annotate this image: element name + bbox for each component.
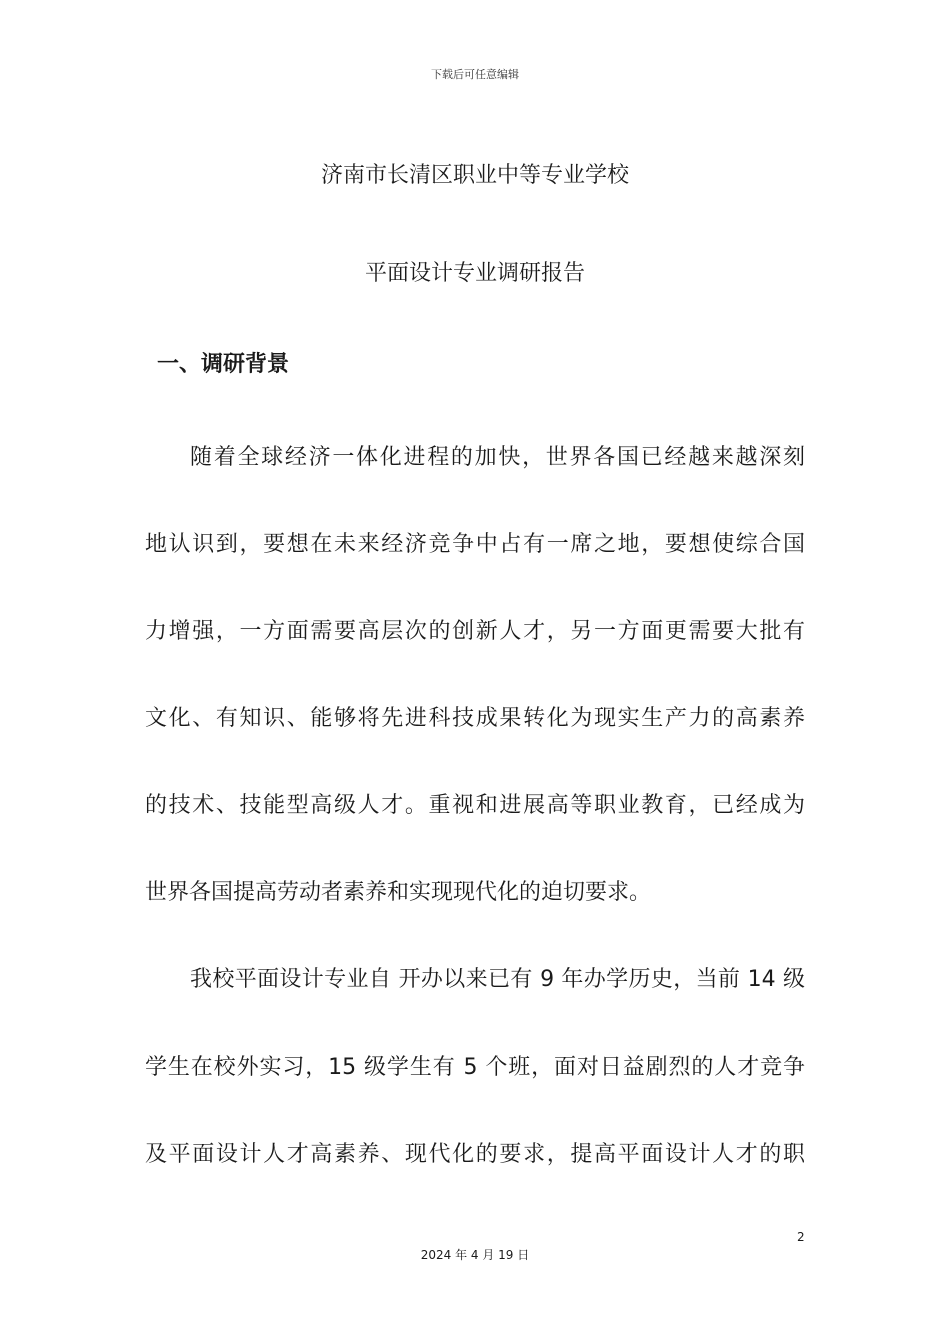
paragraph-line: 及平面设计人才高素养、现代化的要求，提高平面设计人才的职 xyxy=(145,1142,805,1167)
paragraph-line: 世界各国提高劳动者素养和实现现代化的迫切要求。 xyxy=(145,880,652,905)
paragraph-line: 地认识到，要想在未来经济竞争中占有一席之地，要想使综合国 xyxy=(145,532,805,557)
section-heading: 一、调研背景 xyxy=(157,352,290,377)
footer-date: 2024 年 4 月 19 日 xyxy=(420,1248,530,1262)
paragraph-line: 随着全球经济一体化进程的加快，世界各国已经越来越深刻 xyxy=(190,445,805,470)
paragraph-line: 文化、有知识、能够将先进科技成果转化为现实生产力的高素养 xyxy=(145,706,805,731)
paragraph-line: 我校平面设计专业自 开办以来已有 9 年办学历史，当前 14 级 xyxy=(190,967,805,992)
report-title: 平面设计专业调研报告 xyxy=(364,261,585,286)
school-title: 济南市长清区职业中等专业学校 xyxy=(320,163,629,188)
paragraph-line: 力增强，一方面需要高层次的创新人才，另一方面更需要大批有 xyxy=(145,619,805,644)
paragraph-line: 的技术、技能型高级人才。重视和进展高等职业教育，已经成为 xyxy=(145,793,805,818)
page-number: 2 xyxy=(797,1230,805,1244)
header-note: 下载后可任意编辑 xyxy=(431,68,519,81)
paragraph-line: 学生在校外实习，15 级学生有 5 个班，面对日益剧烈的人才竞争 xyxy=(145,1055,805,1080)
